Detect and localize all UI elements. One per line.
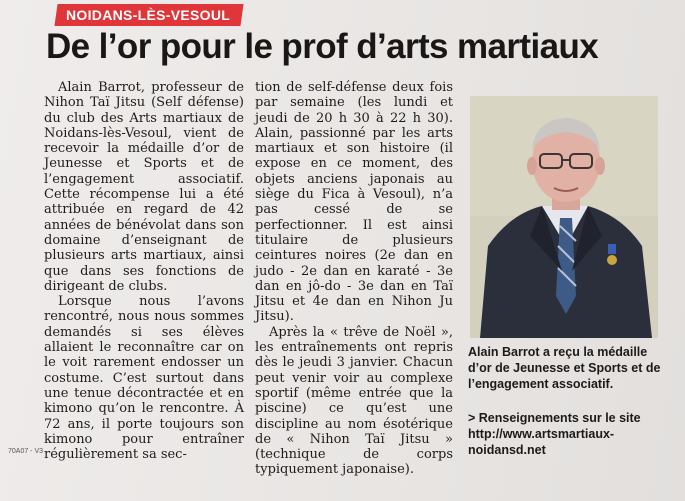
article-column-2 — [255, 80, 453, 478]
info-box — [468, 410, 668, 458]
paragraph: Après la « trêve de Noël », les entraînements ont repris dès le jeudi 3 janvier. Chacun peut venir voir au complexe sportif (même entrée que la piscine) ce qu’est une discipline au nom ésotérique de « Nihon Taï Jitsu » (technique de corps typiquement japonaise). — [255, 324, 453, 478]
article-column-1 — [44, 80, 244, 462]
paragraph: Lorsque nous l’avons rencontré, nous nous sommes demandés si ses élèves allaient le reconnaître car on le voit rarement endosser un costume. C’est surtout dans une tenue décontractée et en kimono qu’on le rencontre. À 72 ans, il porte toujours son kimono pour entraîner régulièrement sa sec- — [44, 294, 244, 463]
info-label: > Renseignements sur le site — [468, 411, 641, 425]
section-tag: NOIDANS-LÈS-VESOUL — [54, 4, 243, 26]
page-code: 70A07 - V3 — [8, 448, 44, 455]
info-link[interactable]: http://www.artsmartiaux-noidansd.net — [468, 427, 615, 457]
paragraph: Alain Barrot, professeur de Nihon Taï Jitsu (Self défense) du club des Arts martiaux de Noidans-lès-Vesoul, vient de recevoir la médaille d’or de Jeunesse et Sports et de l’engagement associatif. Cette récompense lui a été attribuée en regard de 42 années de bénévolat dans son domaine d’enseignant de plusieurs arts martiaux, ainsi que dans ses fonctions de dirigeant de clubs. — [44, 80, 244, 294]
paragraph: tion de self-défense deux fois par semaine (les lundi et jeudi de 20 h 30 à 22 h 30). Alain, passionné par les arts martiaux et son histoire (il expose en ce moment, des objets anciens japonais au siège du Fica à Vesoul), n’a pas cessé de se perfectionner. Il est ainsi titulaire de plusieurs ceintures noires (2e dan en judo - 2e dan en karaté - 3e dan en jô-do - 3e dan en Taï Jitsu et 4e dan en Nihon Ju Jitsu). — [255, 80, 453, 325]
portrait-photo — [470, 96, 658, 338]
photo-caption: Alain Barrot a reçu la médaille d’or de Jeunesse et Sports et de l’engagement associatif. — [468, 345, 661, 391]
portrait-illustration — [470, 96, 658, 338]
headline: De l’or pour le prof d’arts martiaux — [46, 27, 599, 66]
